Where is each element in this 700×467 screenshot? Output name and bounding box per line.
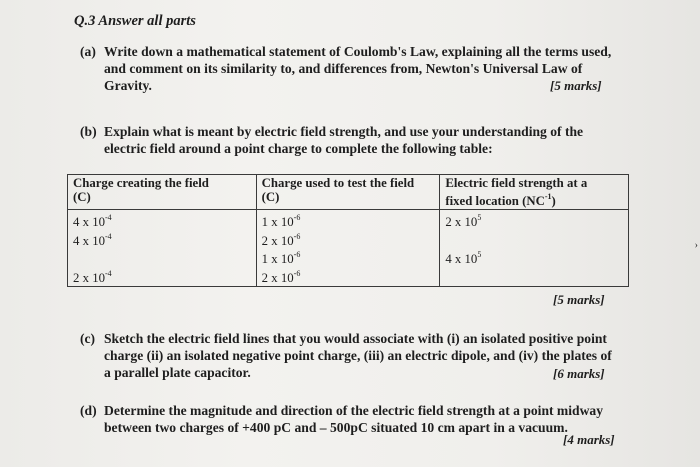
header-col2-line2: (C) bbox=[261, 190, 280, 204]
cell-test-charge: 1 x $10^{-6}$ 2 x $10^{-6}$ 1 x $10^{-6}$ 2 x $10^{-6}$ bbox=[256, 210, 440, 287]
table-header-row bbox=[68, 175, 629, 210]
part-a-line-3: Gravity. bbox=[104, 78, 152, 93]
part-c-line-3: a parallel plate capacitor. bbox=[104, 365, 251, 380]
part-c-line-1: Sketch the electric field lines that you would associate with (i) an isolated positive point bbox=[104, 331, 607, 346]
part-a-label: (a) bbox=[80, 44, 96, 59]
header-col3-line2: fixed location $(NC^{-1})$ bbox=[445, 192, 556, 208]
question-title: Q.3 Answer all parts bbox=[74, 13, 196, 29]
part-a-line-2: and comment on its similarity to, and differences from, Newton's Universal Law of bbox=[104, 61, 583, 76]
table-data-row bbox=[68, 210, 629, 287]
part-a-marks: [5 marks] bbox=[550, 78, 602, 93]
field-strength-table bbox=[67, 174, 629, 287]
page-edge-chevron-icon: › bbox=[694, 240, 698, 251]
part-c-label: (c) bbox=[80, 331, 96, 346]
part-b-label: (b) bbox=[80, 124, 97, 139]
part-b-marks: [5 marks] bbox=[553, 292, 605, 307]
header-col1-line1: Charge creating the field bbox=[73, 176, 209, 190]
part-d-marks: [4 marks] bbox=[563, 432, 615, 447]
part-c-marks: [6 marks] bbox=[553, 366, 605, 381]
part-d-line-2: between two charges of +400 pC and – 500pC situated 10 cm apart in a vacuum. bbox=[104, 420, 568, 435]
part-d-label: (d) bbox=[80, 403, 97, 418]
part-a-line-1: Write down a mathematical statement of Coulomb's Law, explaining all the terms used, bbox=[104, 44, 612, 59]
header-col2-line1: Charge used to test the field bbox=[261, 176, 415, 190]
part-c-line-2: charge (ii) an isolated negative point charge, (iii) an electric dipole, and (iv) the plates of bbox=[104, 348, 612, 363]
part-d-line-1: Determine the magnitude and direction of the electric field strength at a point midway bbox=[104, 403, 604, 418]
header-col3-line1: Electric field strength at a bbox=[445, 176, 588, 190]
header-charge-testing-field bbox=[256, 175, 440, 210]
part-b-line-1: Explain what is meant by electric field strength, and use your understanding of the bbox=[104, 124, 584, 139]
header-field-strength bbox=[440, 175, 629, 210]
header-charge-creating-field bbox=[68, 175, 257, 210]
part-b-line-2: electric field around a point charge to complete the following table: bbox=[104, 141, 493, 156]
header-col1-line2: (C) bbox=[73, 190, 91, 204]
cell-field-strength: 2 x $10^5$ 4 x $10^5$ bbox=[440, 210, 629, 287]
cell-source-charge: 4 x $10^{-4}$ 4 x $10^{-4}$ 2 x $10^{-4}$ bbox=[68, 210, 257, 287]
